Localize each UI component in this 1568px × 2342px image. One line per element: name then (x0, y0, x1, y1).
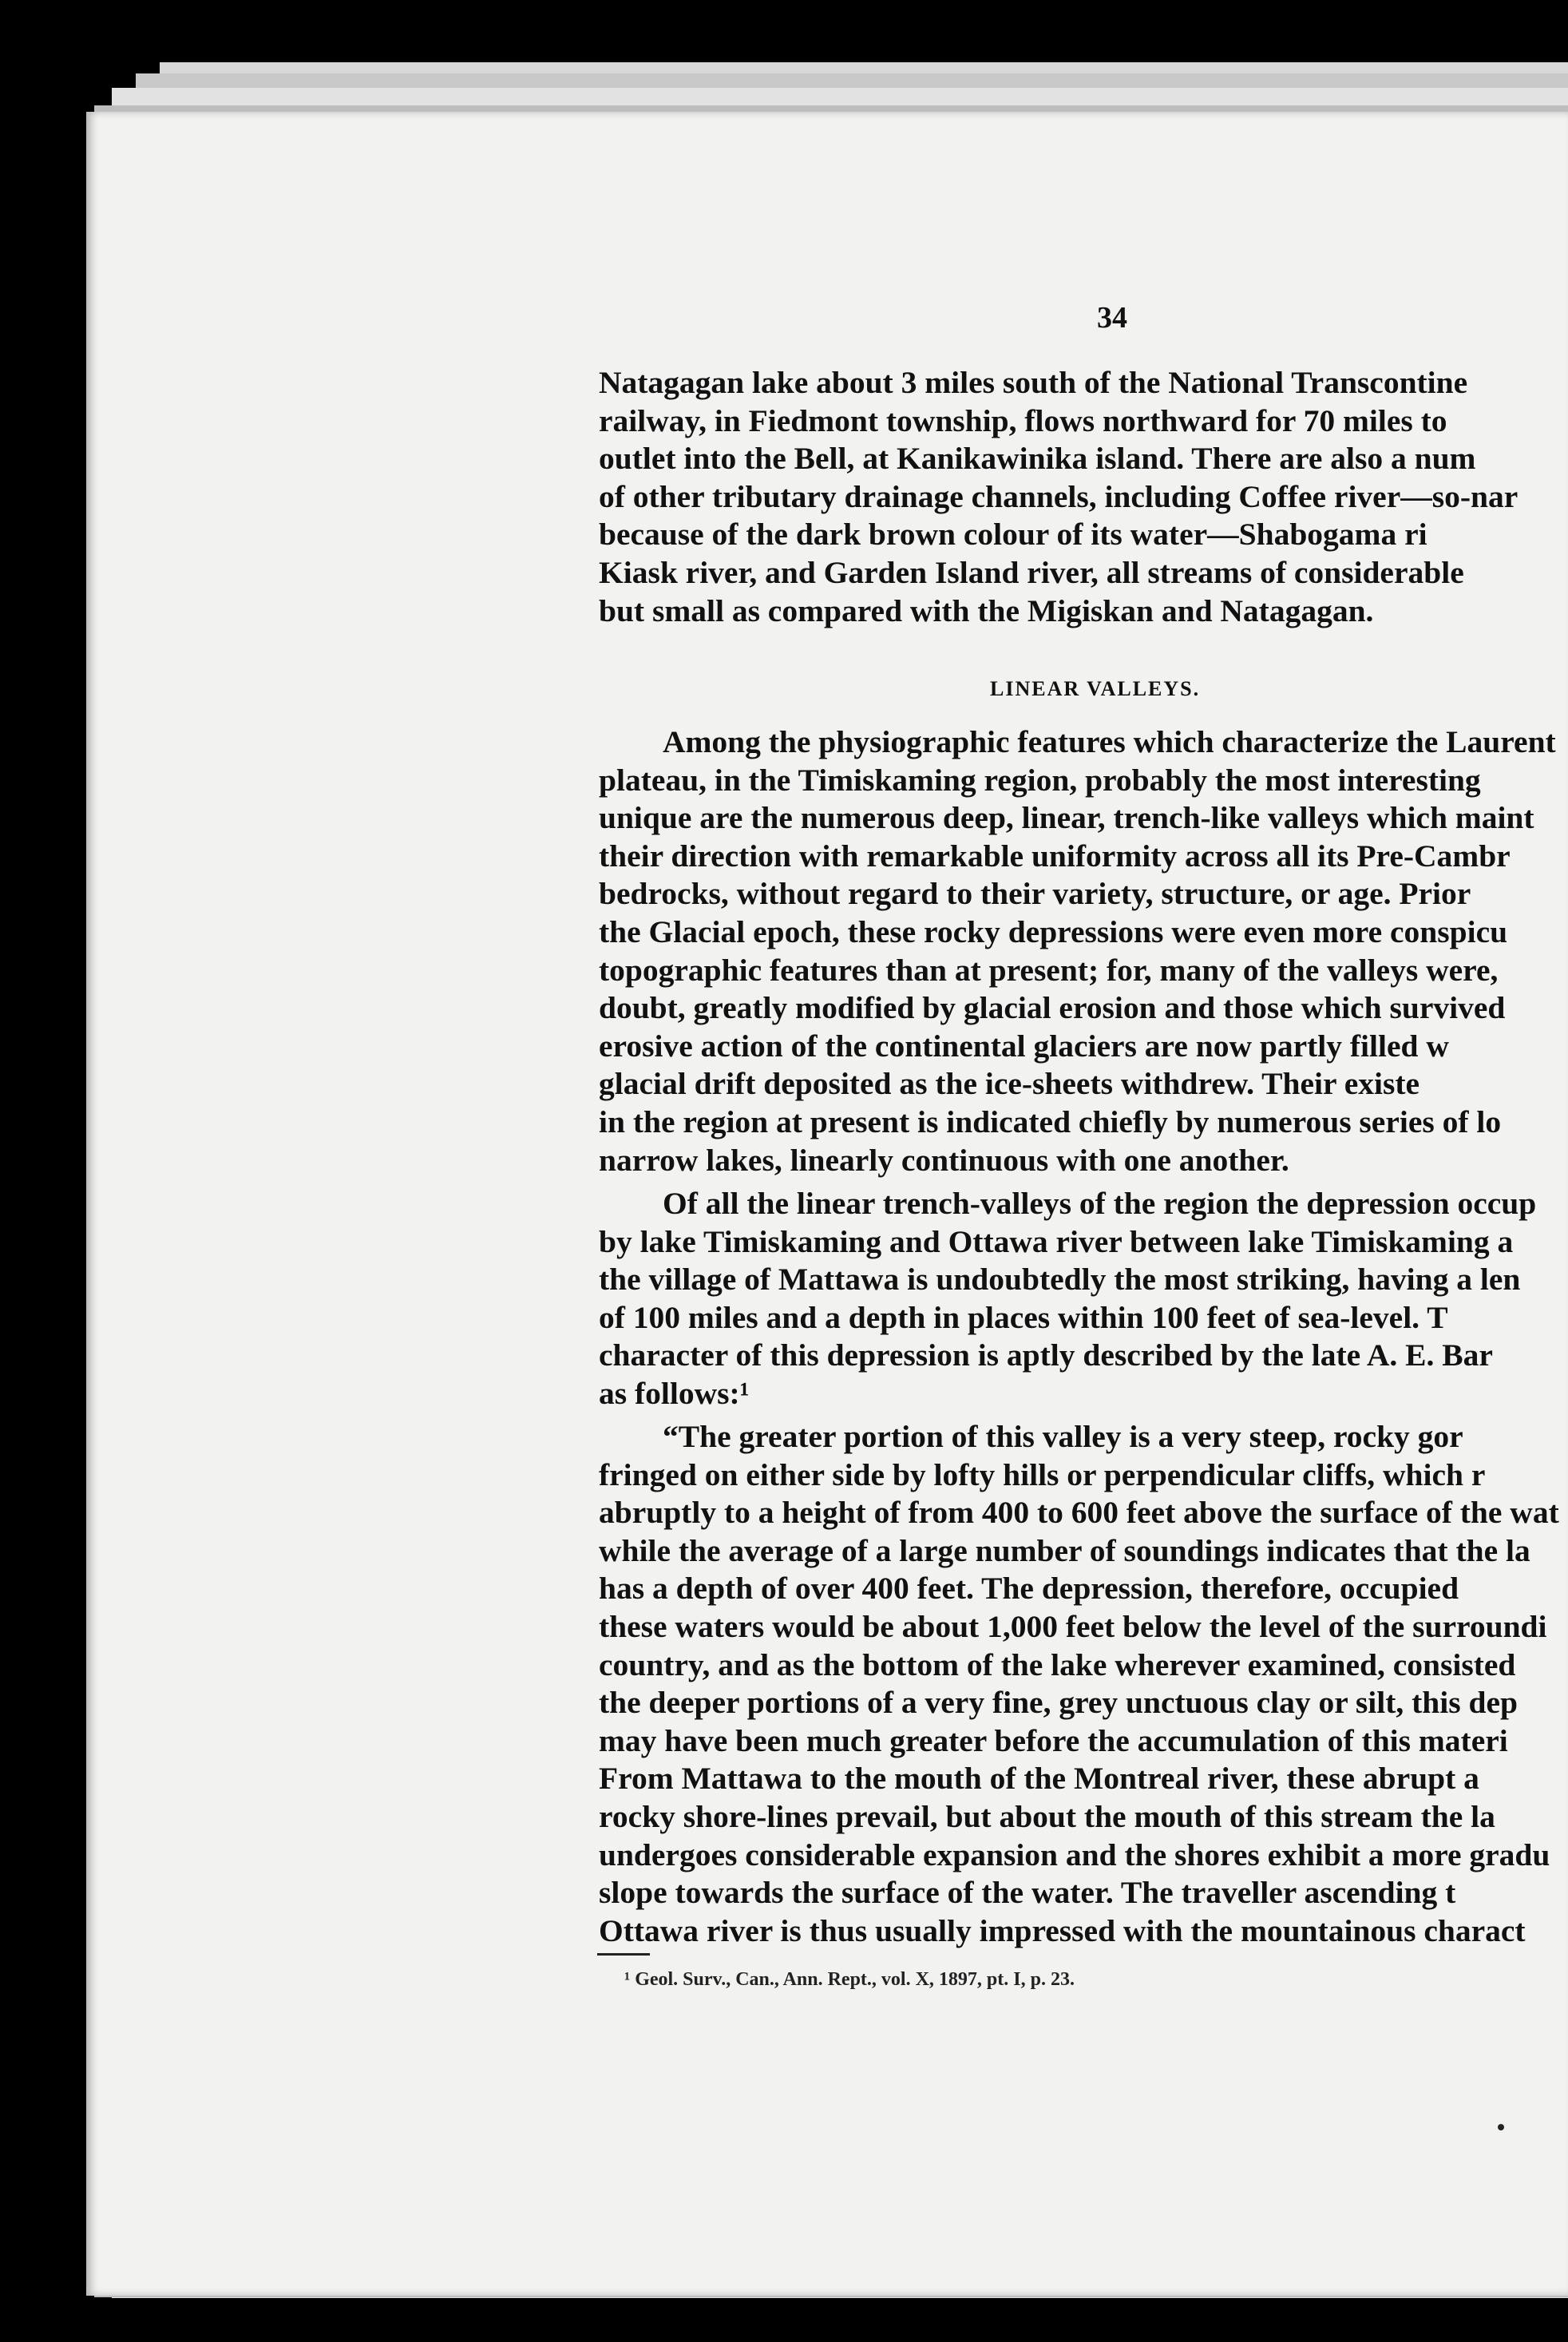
text-line: by lake Timiskaming and Ottawa river between lake Timiskaming a (599, 1223, 1514, 1259)
text-line: railway, in Fiedmont township, flows northward for 70 miles to (599, 402, 1447, 438)
text-line: From Mattawa to the mouth of the Montreal river, these abrupt a (599, 1761, 1479, 1797)
text-line: Of all the linear trench-valleys of the region the depression occup (663, 1186, 1537, 1221)
text-line: slope towards the surface of the water. The traveller ascending t (599, 1875, 1456, 1911)
paragraph-quotation (599, 1418, 1568, 1950)
text-line: the deeper portions of a very fine, grey unctuous clay or silt, this dep (599, 1685, 1518, 1721)
text-line: glacial drift deposited as the ice-sheets withdrew. Their existe (599, 1066, 1420, 1102)
text-line: but small as compared with the Migiskan and Natagagan. (599, 592, 1374, 628)
paragraph-physiographic (599, 723, 1568, 1179)
text-line: of other tributary drainage channels, including Coffee river—so-nar (599, 478, 1519, 514)
text-line: fringed on either side by lofty hills or perpendicular cliffs, which r (599, 1456, 1486, 1492)
text-line: the Glacial epoch, these rocky depressions were even more conspicu (599, 913, 1508, 949)
section-heading: LINEAR VALLEYS. (990, 677, 1201, 700)
text-line: rocky shore-lines prevail, but about the mouth of this stream the la (599, 1798, 1495, 1834)
text-line: country, and as the bottom of the lake wherever examined, consisted (599, 1647, 1516, 1682)
paragraph-timiskaming (599, 1185, 1568, 1413)
text-line: the village of Mattawa is undoubtedly the most striking, having a len (599, 1262, 1521, 1298)
text-line: undergoes considerable expansion and the shores exhibit a more gradu (599, 1837, 1550, 1872)
scan-speck (1498, 2124, 1504, 2130)
text-line: abruptly to a height of from 400 to 600 feet above the surface of the wat (599, 1495, 1559, 1531)
text-line: “The greater portion of this valley is a very steep, rocky gor (663, 1419, 1463, 1454)
text-line: their direction with remarkable uniformity across all its Pre-Cambr (599, 838, 1511, 874)
text-line: doubt, greatly modified by glacial erosion and those which survived (599, 990, 1506, 1026)
text-line: Among the physiographic features which characterize the Laurent (663, 724, 1556, 759)
text-line: while the average of a large number of soundings indicates that the la (599, 1532, 1530, 1568)
text-line: Ottawa river is thus usually impressed with the mountainous charact (599, 1912, 1526, 1948)
text-line: erosive action of the continental glaciers are now partly filled w (599, 1028, 1449, 1064)
text-line: unique are the numerous deep, linear, trench-like valleys which maint (599, 800, 1534, 836)
text-line: has a depth of over 400 feet. The depression, therefore, occupied (599, 1571, 1459, 1607)
text-line: plateau, in the Timiskaming region, probably the most interesting (599, 762, 1481, 798)
text-line: bedrocks, without regard to their variety, structure, or age. Prior (599, 876, 1471, 912)
text-line: Kiask river, and Garden Island river, all streams of considerable (599, 554, 1464, 590)
text-line: topographic features than at present; for, many of the valleys were, (599, 952, 1499, 988)
footnote: ¹ Geol. Surv., Can., Ann. Rept., vol. X, 1897, pt. I, p. 23. (624, 1969, 1075, 1990)
text-line: these waters would be about 1,000 feet below the level of the surroundi (599, 1608, 1547, 1644)
text-line: because of the dark brown colour of its water—Shabogama ri (599, 517, 1427, 553)
footnote-divider (597, 1953, 650, 1956)
text-line: in the region at present is indicated chiefly by numerous series of lo (599, 1104, 1502, 1139)
text-line: of 100 miles and a depth in places within 100 feet of sea-level. T (599, 1299, 1448, 1335)
text-line: character of this depression is aptly described by the late A. E. Bar (599, 1337, 1493, 1373)
text-line: Natagagan lake about 3 miles south of the National Transcontine (599, 365, 1468, 400)
page-number: 34 (1097, 301, 1127, 335)
text-line: narrow lakes, linearly continuous with one another. (599, 1142, 1289, 1178)
text-line: outlet into the Bell, at Kanikawinika island. There are also a num (599, 441, 1476, 477)
text-line: may have been much greater before the accumulation of this materi (599, 1722, 1508, 1758)
paragraph-drainage (599, 364, 1568, 630)
text-line: as follows:¹ (599, 1375, 750, 1411)
